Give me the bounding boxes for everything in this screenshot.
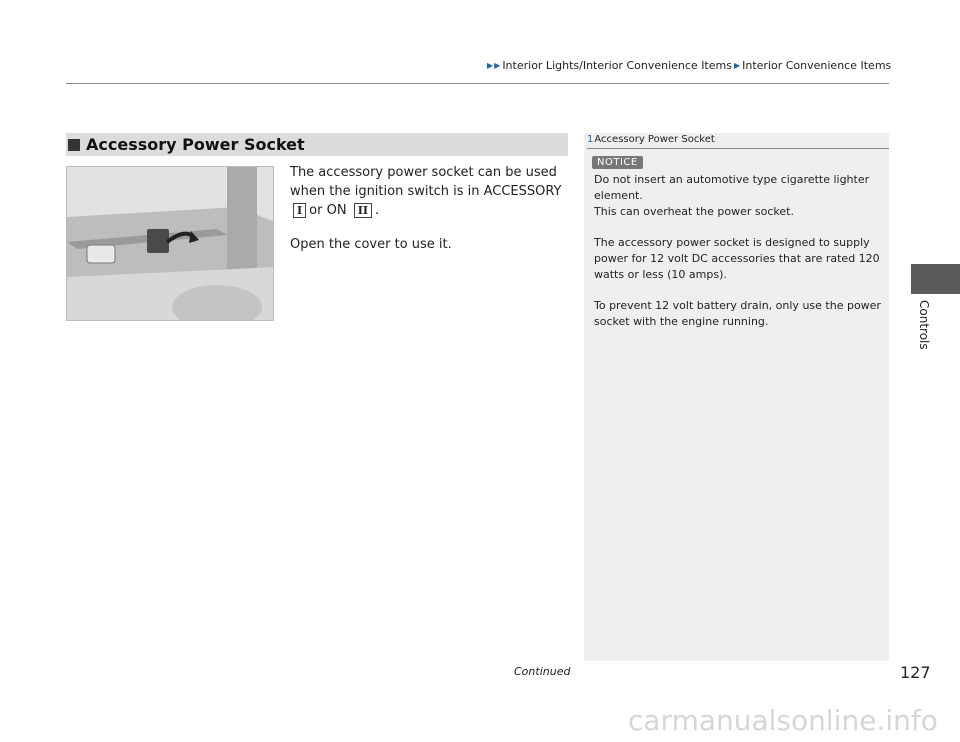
body-text [290, 163, 570, 269]
key-accessory: I [293, 203, 306, 218]
breadcrumb [487, 59, 891, 72]
page-number: 127 [900, 663, 931, 682]
section-header [66, 133, 568, 156]
body-text-part: or ON [309, 203, 347, 218]
sidebar-body [594, 172, 884, 345]
header-rule [66, 83, 889, 84]
power-socket-photo-icon [67, 167, 274, 321]
breadcrumb-arrow-icon: ▶ [487, 61, 494, 70]
body-text-part: . [374, 203, 380, 218]
section-title: Accessory Power Socket [86, 135, 305, 154]
key-on: II [354, 203, 372, 218]
body-paragraph-2: Open the cover to use it. [290, 237, 452, 252]
breadcrumb-part-2[interactable]: Interior Convenience Items [742, 59, 892, 72]
sidebar-paragraph-2: To prevent 12 volt battery drain, only use the power socket with the engine running. [594, 299, 881, 328]
notice-text-1: Do not insert an automotive type cigarette lighter element. [594, 173, 870, 202]
continued-label: Continued [514, 665, 571, 678]
power-socket-photo [66, 166, 274, 321]
sidebar-rule [587, 148, 889, 149]
sidebar-title [587, 134, 715, 145]
notice-paragraph [594, 172, 884, 220]
breadcrumb-part-1[interactable]: Interior Lights/Interior Convenience Items [502, 59, 732, 72]
sidebar-paragraph-1: The accessory power socket is designed to supply power for 12 volt DC accessories that are rated 120 watts or less (10 amps). [594, 236, 880, 281]
notice-badge: NOTICE [592, 156, 643, 169]
reference-mark: 1 [587, 134, 594, 145]
section-square-icon [68, 139, 80, 151]
watermark: carmanualsonline.info [628, 704, 938, 737]
breadcrumb-arrow-icon: ▶ [494, 61, 501, 70]
body-text-part: The accessory power socket can be used when the ignition switch is in ACCESSORY [290, 165, 562, 199]
side-tab-label: Controls [917, 300, 931, 350]
notice-text-2: This can overheat the power socket. [594, 205, 794, 218]
body-paragraph-1 [290, 163, 570, 220]
breadcrumb-arrow-icon: ▶ [733, 61, 741, 70]
sidebar-title-text: Accessory Power Socket [594, 134, 715, 145]
